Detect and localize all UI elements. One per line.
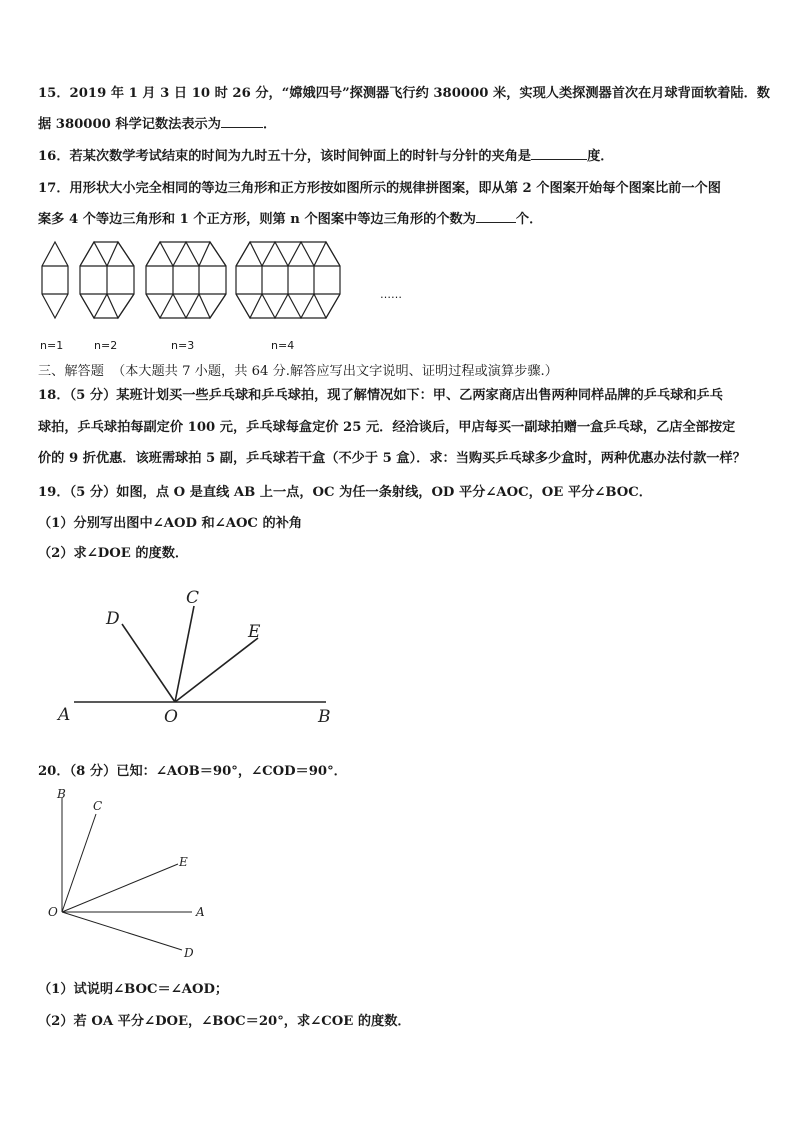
ray-od <box>62 912 182 950</box>
pattern-n3 <box>146 242 226 318</box>
ray-oc <box>62 814 96 912</box>
pattern-n1 <box>42 242 68 318</box>
q19-line1: 19．（5 分）如图，点 O 是直线 AB 上一点，OC 为任一条射线，OD 平分∠AOC，OE 平分∠BOC． <box>38 485 652 500</box>
q19-label-e: E <box>248 622 261 642</box>
q20-angle-figure <box>40 784 220 964</box>
q19-sub2: （2）求∠DOE 的度数． <box>38 546 189 561</box>
section3-title: 三、解答题 <box>38 364 104 379</box>
q20-sub1: （1）试说明∠BOC＝∠AOD； <box>38 982 229 997</box>
q19-label-c: C <box>186 588 200 608</box>
ray-oc <box>175 606 194 702</box>
q17-line2-end: 个． <box>515 212 543 227</box>
q16-end: 度． <box>587 149 614 164</box>
q20-line1: 20．（8 分）已知：∠AOB＝90°，∠COD＝90°． <box>38 764 347 779</box>
q16-text: 16．若某次数学考试结束的时间为九时五十分，该时间钟面上的时针与分针的夹角是 <box>38 149 532 164</box>
q20-label-o: O <box>48 905 58 919</box>
q19-angle-figure <box>50 582 350 732</box>
section3-note: （本大题共 7 小题，共 64 分.解答应写出文字说明、证明过程或演算步骤.） <box>111 364 558 379</box>
q19-label-o: O <box>164 707 178 727</box>
q17-line2 <box>38 208 542 227</box>
q17-label-n4: n=4 <box>271 339 295 352</box>
q17-ellipsis: …… <box>380 288 402 301</box>
ray-oe <box>62 864 178 912</box>
q15-line2-text: 据 380000 科学记数法表示为 <box>38 117 221 132</box>
ray-od <box>122 624 175 702</box>
q17-line1: 17．用形状大小完全相同的等边三角形和正方形按如图所示的规律拼图案，即从第 2 个图案开始每个图案比前一个图 <box>38 181 721 196</box>
q16-line <box>38 145 613 164</box>
q17-answer-blank <box>476 210 516 223</box>
ray-oe <box>175 638 258 702</box>
q19-label-b: B <box>318 707 331 727</box>
q20-label-c: C <box>93 799 103 813</box>
q20-label-b: B <box>57 787 66 801</box>
q20-label-d: D <box>184 946 194 960</box>
q18-line2: 球拍，乒乓球拍每副定价 100 元，乒乓球每盒定价 25 元．经洽谈后，甲店每买一副球拍赠一盒乒乓球，乙店全部按定 <box>38 420 736 435</box>
q15-line2-end: ． <box>262 117 277 132</box>
q19-label-d: D <box>106 609 120 629</box>
q20-sub2: （2）若 OA 平分∠DOE，∠BOC＝20°，求∠COE 的度数． <box>38 1014 411 1029</box>
q17-label-n3: n=3 <box>171 339 195 352</box>
q16-answer-blank <box>531 147 587 160</box>
q20-label-a: A <box>196 905 205 919</box>
q19-sub1: （1）分别写出图中∠AOD 和∠AOC 的补角 <box>38 516 303 531</box>
q18-line1: 18．（5 分）某班计划买一些乒乓球和乒乓球拍，现了解情况如下：甲、乙两家商店出售两种同样品牌的乒乓球和乒乓 <box>38 388 723 403</box>
pattern-n2 <box>80 242 134 318</box>
pattern-n4 <box>236 242 340 318</box>
q15-line1: 15．2019 年 1 月 3 日 10 时 26 分，“嫦娥四号”探测器飞行约 380000 米，实现人类探测器首次在月球背面软着陆．数 <box>38 86 770 101</box>
q15-line2 <box>38 113 276 132</box>
q17-line2-text: 案多 4 个等边三角形和 1 个正方形，则第 n 个图案中等边三角形的个数为 <box>38 212 476 227</box>
q17-label-n1: n=1 <box>40 339 64 352</box>
q20-label-e: E <box>179 855 188 869</box>
q18-line3: 价的 9 折优惠．该班需球拍 5 副，乒乓球若干盒（不少于 5 盒）．求：当购买乒乓球多少盒时，两种优惠办法付款一样？ <box>38 451 746 466</box>
q15-answer-blank <box>221 115 263 128</box>
q19-label-a: A <box>58 705 71 725</box>
q17-label-n2: n=2 <box>94 339 118 352</box>
section3-heading <box>38 360 558 379</box>
q17-pattern-figure <box>38 236 418 320</box>
